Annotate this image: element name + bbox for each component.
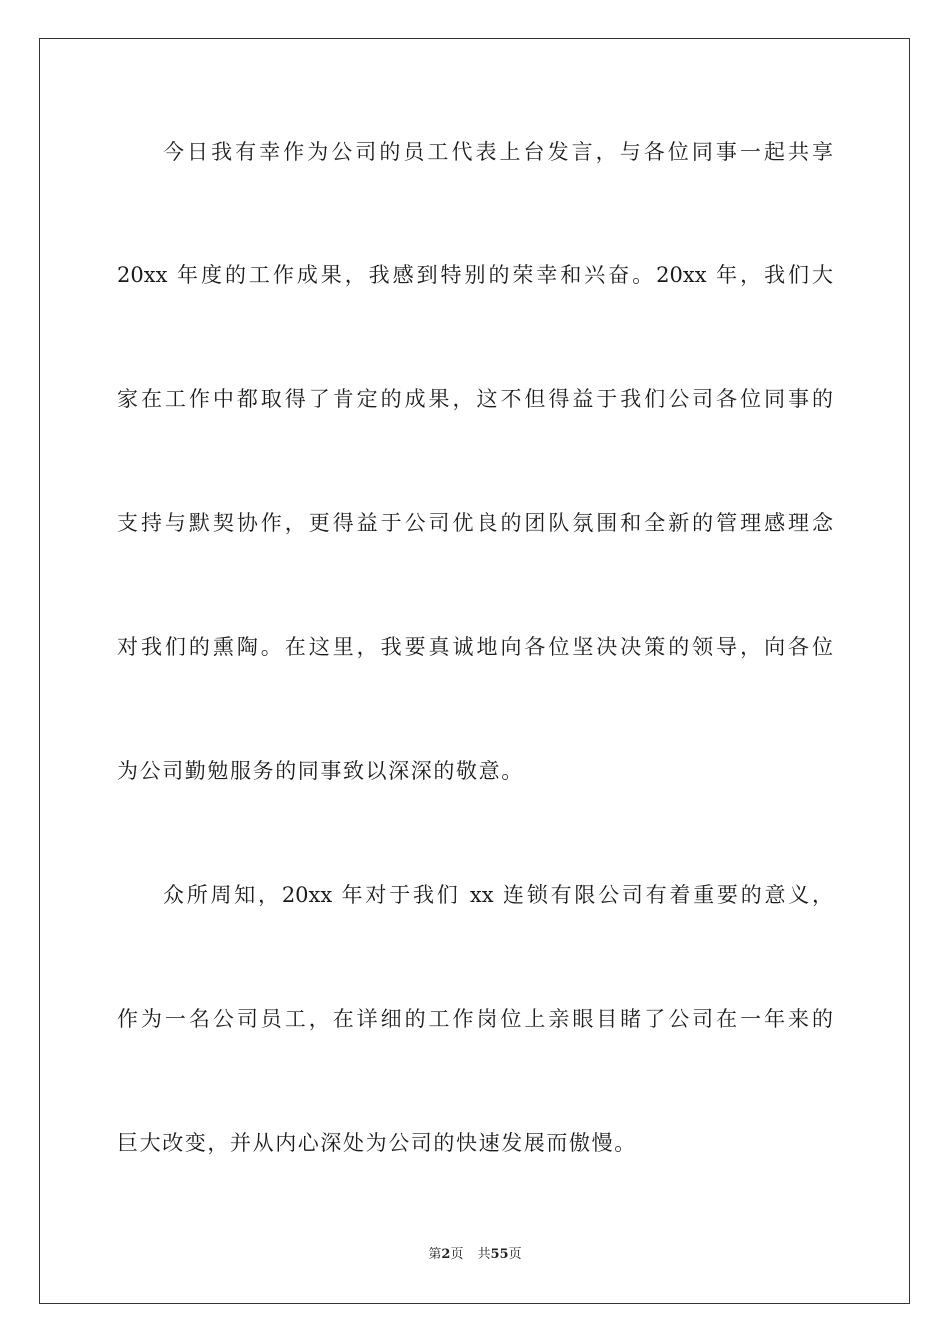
paragraph-1-line-2: 20xx 年度的工作成果，我感到特别的荣幸和兴奋。20xx 年，我们大 — [117, 263, 833, 287]
page-current: 2 — [441, 1247, 451, 1262]
paragraph-2-line-3: 巨大改变，并从内心深处为公司的快速发展而傲慢。 — [117, 1131, 637, 1155]
page-border — [39, 38, 910, 1304]
page-suffix: 页 — [450, 1247, 464, 1262]
page-prefix: 第 — [428, 1247, 442, 1262]
paragraph-1-line-3: 家在工作中都取得了肯定的成果，这不但得益于我们公司各位同事的 — [117, 387, 833, 411]
paragraph-2-line-2: 作为一名公司员工，在详细的工作岗位上亲眼目睹了公司在一年来的 — [117, 1007, 833, 1031]
paragraph-1-line-6: 为公司勤勉服务的同事致以深深的敬意。 — [117, 759, 524, 783]
paragraph-2-line-1: 众所周知，20xx 年对于我们 xx 连锁有限公司有着重要的意义， — [163, 883, 833, 907]
paragraph-1-line-4: 支持与默契协作，更得益于公司优良的团队氛围和全新的管理感理念 — [117, 511, 833, 535]
total-suffix: 页 — [508, 1247, 522, 1262]
paragraph-1-line-1: 今日我有幸作为公司的员工代表上台发言，与各位同事一起共享 — [163, 140, 833, 164]
paragraph-1-line-5: 对我们的熏陶。在这里，我要真诚地向各位坚决决策的领导，向各位 — [117, 635, 833, 659]
total-prefix: 共 — [477, 1247, 491, 1262]
page-total: 55 — [490, 1247, 509, 1262]
page-footer — [0, 1246, 950, 1264]
